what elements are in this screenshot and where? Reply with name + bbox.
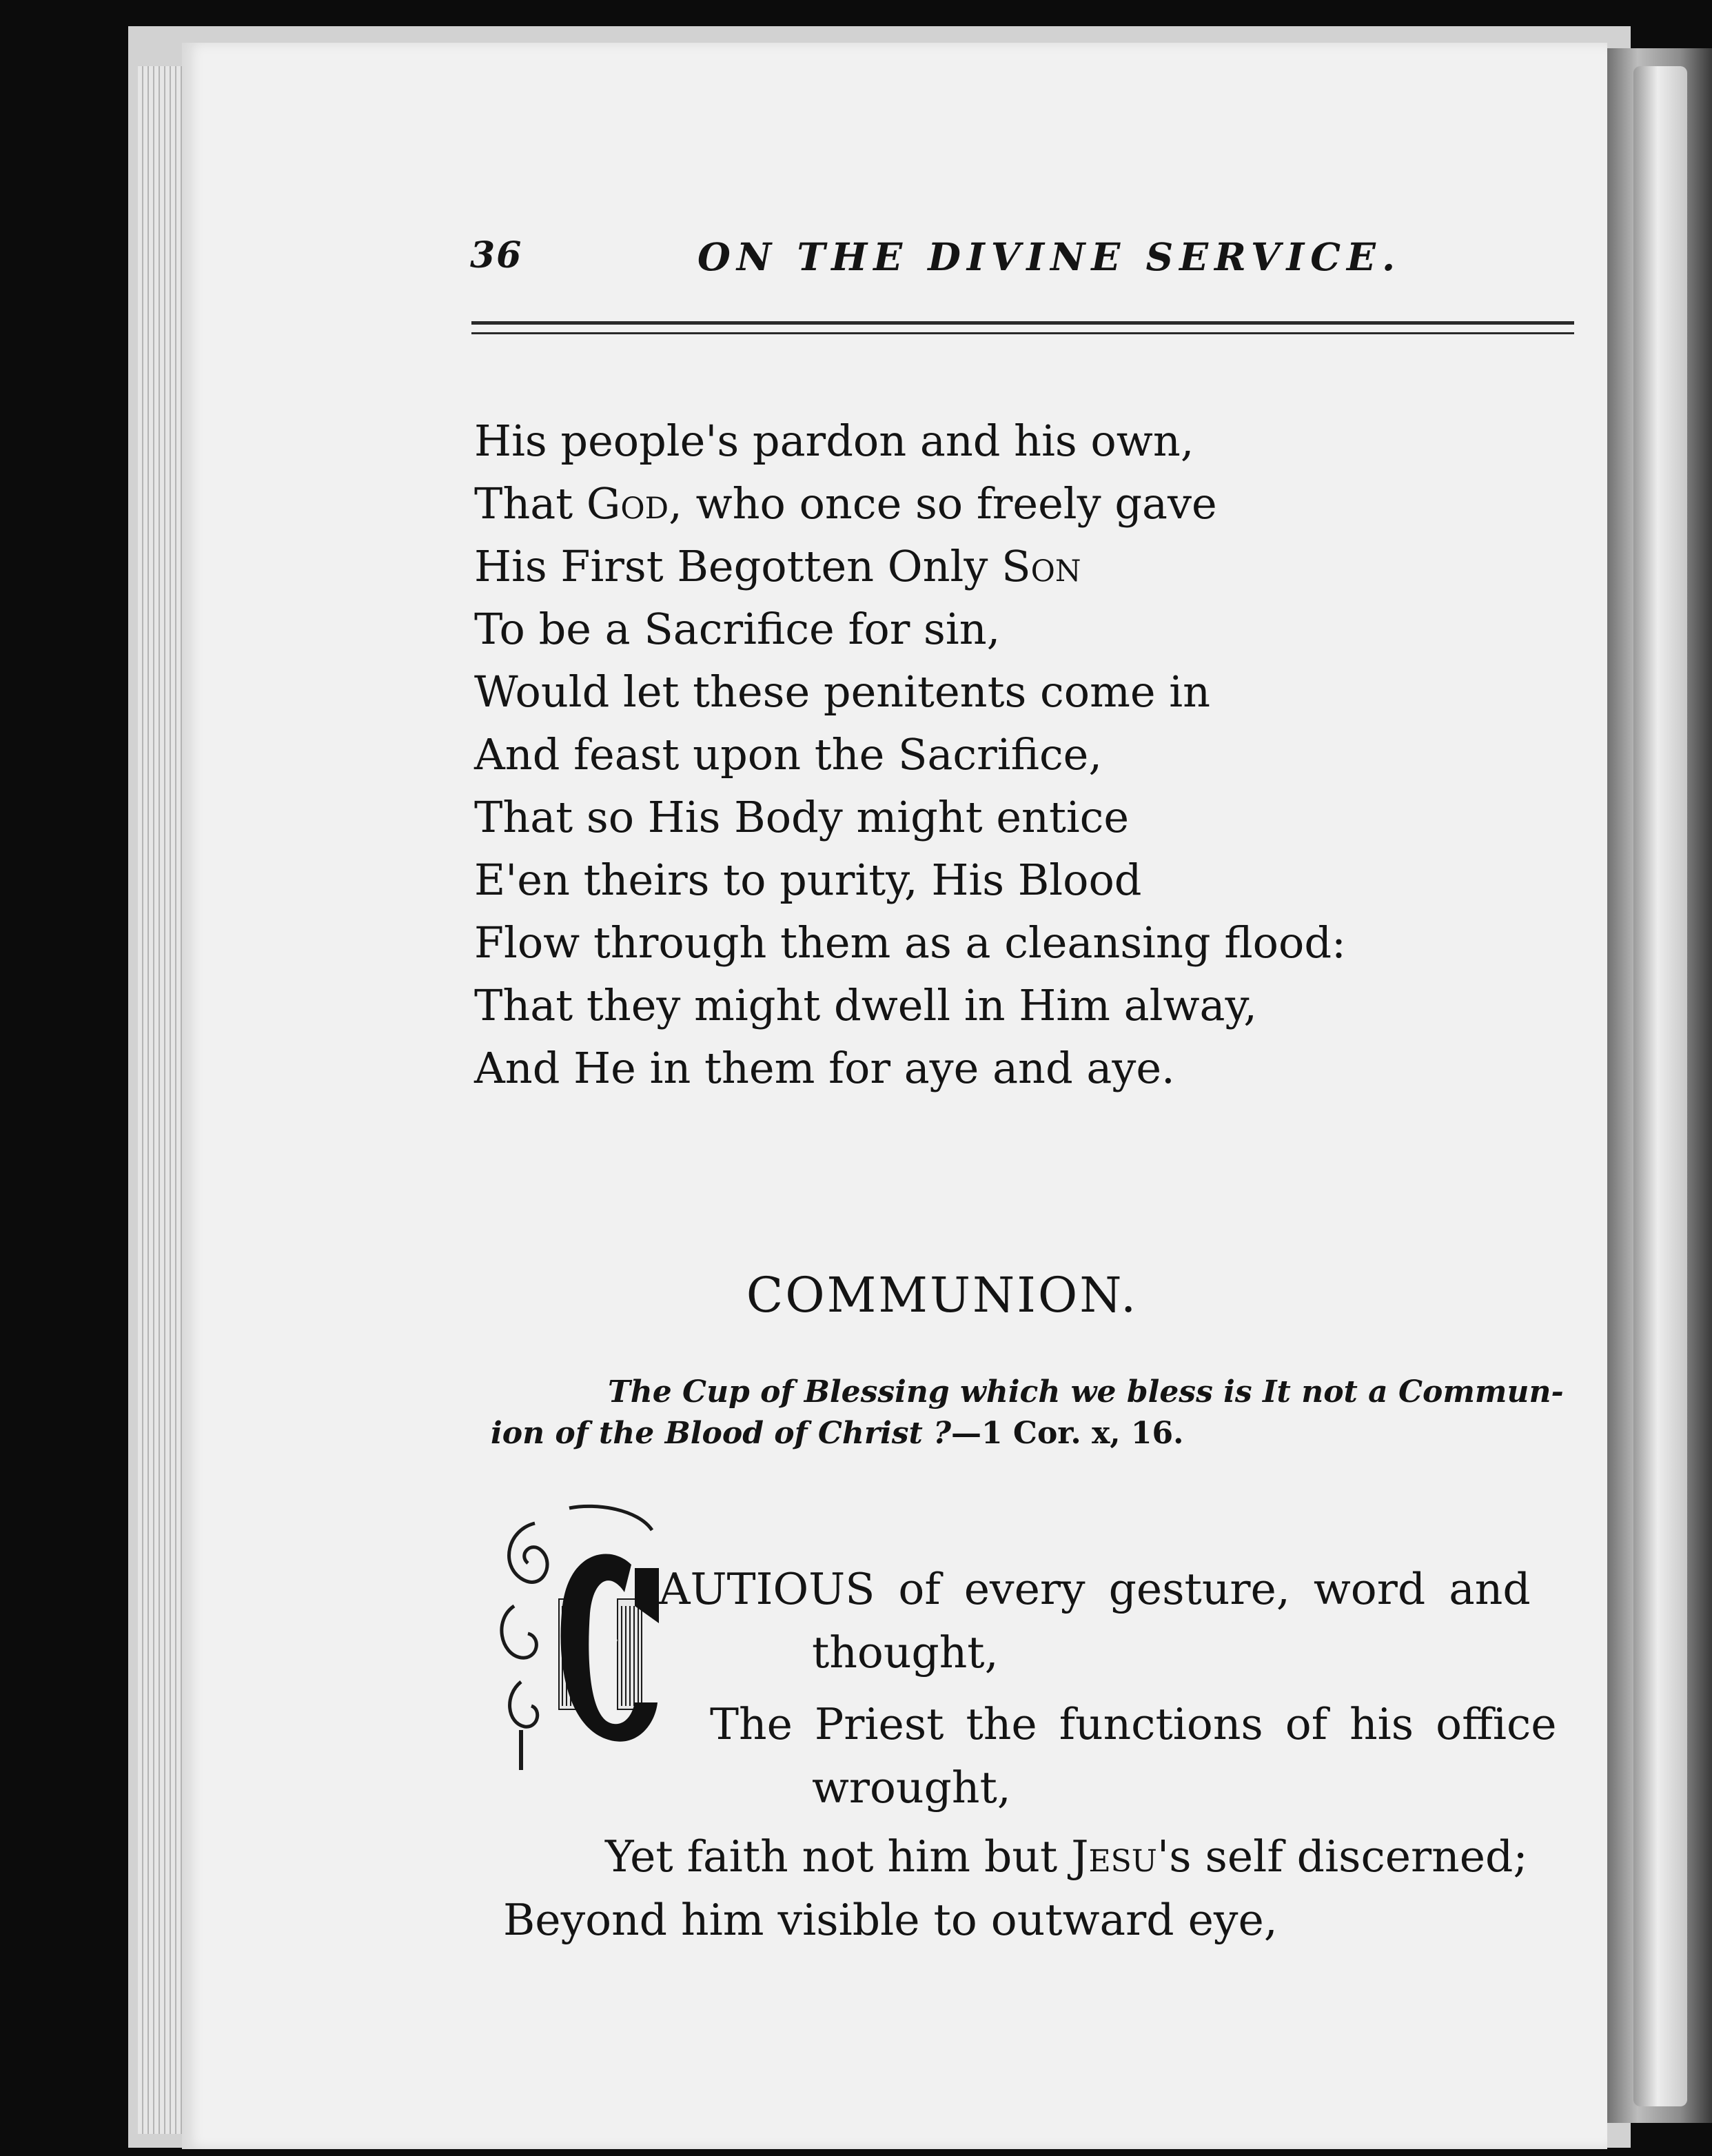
header-rule-thin: [471, 332, 1574, 334]
verse-line: Beyond him visible to outward eye,: [503, 1895, 1278, 1945]
poem-line: And feast upon the Sacrifice,: [474, 729, 1103, 780]
verse-line: AUTIOUS of every gesture, word and: [659, 1564, 1531, 1614]
epigraph-line: The Cup of Blessing which we bless is It not a Commun-: [608, 1374, 1564, 1410]
verse-line: The Priest the functions of his office: [710, 1699, 1557, 1749]
verse-line: Yet faith not him but Jesu's self discerned;: [605, 1831, 1528, 1882]
section-title: COMMUNION.: [746, 1267, 1139, 1323]
epigraph-line: [491, 1413, 1607, 1454]
running-title: ON THE DIVINE SERVICE.: [697, 234, 1402, 279]
poem-line: To be a Sacrifice for sin,: [474, 604, 1001, 654]
poem-line: That they might dwell in Him alway,: [474, 980, 1258, 1030]
scripture-reference: —1 Cor. x, 16.: [950, 1416, 1184, 1451]
header-rule: [471, 321, 1574, 325]
poem-line: His people's pardon and his own,: [474, 416, 1194, 466]
epigraph-italic: ion of the Blood of Christ ?: [491, 1416, 951, 1451]
poem-line: That God, who once so freely gave: [474, 478, 1217, 529]
dropcap-letter: C: [591, 1614, 620, 1656]
verse-line: wrought,: [812, 1762, 1011, 1813]
poem-line: Flow through them as a cleansing flood:: [474, 917, 1346, 968]
verse-line: thought,: [812, 1627, 999, 1678]
poem-line: That so His Body might entice: [474, 792, 1130, 842]
poem-line: E'en theirs to purity, His Blood: [474, 855, 1142, 905]
epigraph: [491, 1372, 1607, 1454]
page-number: 36: [470, 234, 523, 276]
poem-line: And He in them for aye and aye.: [474, 1043, 1175, 1093]
ornamental-dropcap-c: [493, 1503, 663, 1771]
book-cover-edge: [1633, 66, 1687, 2106]
poem: [474, 409, 1346, 1099]
poem-line: His First Begotten Only Son: [474, 541, 1081, 591]
poem-line: Would let these penitents come in: [474, 667, 1211, 717]
